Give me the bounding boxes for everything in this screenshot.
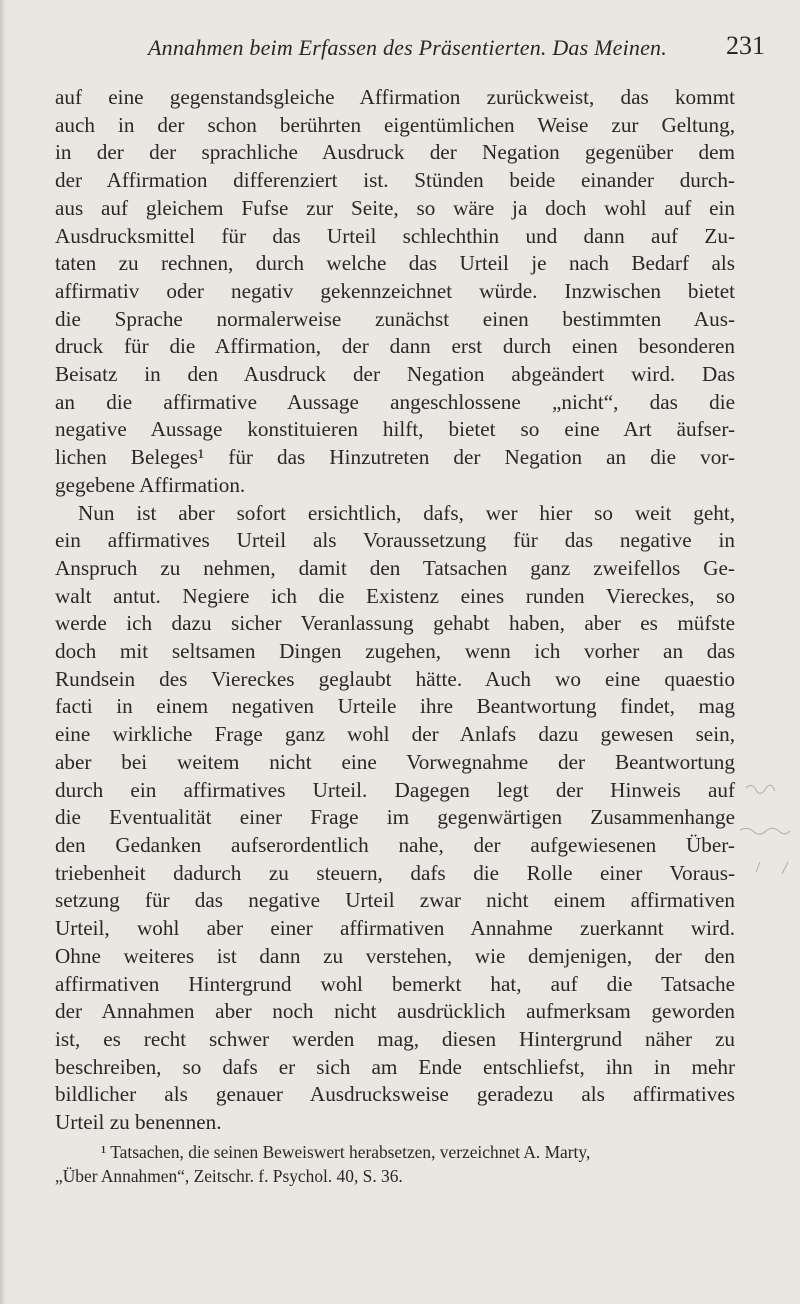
text-line: gegebene Affirmation. <box>55 472 246 497</box>
text-line: affirmativen Hintergrund wohl bemerkt hat, auf die Tatsache <box>55 971 735 996</box>
footnote-line: ¹ Tatsachen, die seinen Beweiswert herabsetzen, verzeichnet A. Marty, <box>101 1142 591 1162</box>
text-line: die Eventualität einer Frage im gegenwärtigen Zusammenhange <box>55 805 735 830</box>
text-line: der Affirmation differenziert ist. Stünden beide einander durch- <box>55 168 735 193</box>
page-header <box>0 0 800 80</box>
text-line: ein affirmatives Urteil als Voraussetzung für das negative in <box>55 528 735 553</box>
text-line: doch mit seltsamen Dingen zugehen, wenn ich vorher an das <box>55 639 735 664</box>
text-line: triebenheit dadurch zu steuern, dafs die Rolle einer Voraus- <box>55 860 735 885</box>
text-line: affirmativ oder negativ gekennzeichnet würde. Inzwischen bietet <box>55 278 735 303</box>
text-line: druck für die Affirmation, der dann erst durch einen besonderen <box>55 334 735 359</box>
text-line: negative Aussage konstituieren hilft, bietet so eine Art äufser- <box>55 417 735 442</box>
footnote-line: „Über Annahmen“, Zeitschr. f. Psychol. 40, S. 36. <box>55 1166 403 1186</box>
text-line: eine wirkliche Frage ganz wohl der Anlafs dazu gewesen sein, <box>55 722 735 747</box>
body-text <box>55 84 735 1137</box>
text-line: lichen Beleges¹ für das Hinzutreten der Negation an die vor- <box>55 445 735 470</box>
text-line: auf eine gegenstandsgleiche Affirmation zurückweist, das kommt <box>55 85 735 109</box>
text-line: Urteil, wohl aber einer affirmativen Annahme zuerkannt wird. <box>55 916 735 941</box>
text-line: Nun ist aber sofort ersichtlich, dafs, wer hier so weit geht, <box>78 500 735 525</box>
running-head: Annahmen beim Erfassen des Präsentierten. Das Meinen. <box>148 35 667 60</box>
text-line: beschreiben, so dafs er sich am Ende entschliefst, ihn in mehr <box>55 1054 735 1079</box>
text-line: an die affirmative Aussage angeschlossene „nicht“, das die <box>55 389 735 414</box>
text-line: taten zu rechnen, durch welche das Urteil je nach Bedarf als <box>55 251 735 276</box>
text-line: Anspruch zu nehmen, damit den Tatsachen ganz zweifellos Ge- <box>55 555 735 580</box>
text-line: walt antut. Negiere ich die Existenz eines runden Viereckes, so <box>55 583 735 608</box>
text-line: aber bei weitem nicht eine Vorwegnahme der Beantwortung <box>55 749 735 774</box>
pencil-scribble-icon <box>738 770 796 900</box>
text-line: Beisatz in den Ausdruck der Negation abgeändert wird. Das <box>55 362 735 387</box>
text-line: Urteil zu benennen. <box>55 1110 222 1135</box>
footnotes <box>55 1140 735 1188</box>
text-line: werde ich dazu sicher Veranlassung gehabt haben, aber es müfste <box>55 611 735 636</box>
text-line: bildlicher als genauer Ausdrucksweise geradezu als affirmatives <box>55 1082 735 1107</box>
text-line: setzung für das negative Urteil zwar nicht einem affirmativen <box>55 888 735 913</box>
text-line: Ohne weiteres ist dann zu verstehen, wie demjenigen, der den <box>55 943 735 968</box>
page-number: 231 <box>726 31 765 60</box>
text-line: auch in der schon berührten eigentümlichen Weise zur Geltung, <box>55 112 735 137</box>
text-line: Rundsein des Viereckes geglaubt hätte. Auch wo eine quaestio <box>55 666 735 691</box>
text-line: durch ein affirmatives Urteil. Dagegen legt der Hinweis auf <box>55 777 735 802</box>
text-line: aus auf gleichem Fufse zur Seite, so wäre ja doch wohl auf ein <box>55 195 735 220</box>
text-line: Ausdrucksmittel für das Urteil schlechthin und dann auf Zu- <box>55 223 735 248</box>
text-line: den Gedanken aufserordentlich nahe, der aufgewiesenen Über- <box>55 832 735 857</box>
text-line: facti in einem negativen Urteile ihre Beantwortung findet, mag <box>55 694 735 719</box>
text-line: in der der sprachliche Ausdruck der Negation gegenüber dem <box>55 140 735 165</box>
text-line: der Annahmen aber noch nicht ausdrücklich aufmerksam geworden <box>55 999 735 1024</box>
text-line: die Sprache normalerweise zunächst einen bestimmten Aus- <box>55 306 735 331</box>
text-line: ist, es recht schwer werden mag, diesen Hintergrund näher zu <box>55 1026 735 1051</box>
page-edge <box>0 0 6 1304</box>
